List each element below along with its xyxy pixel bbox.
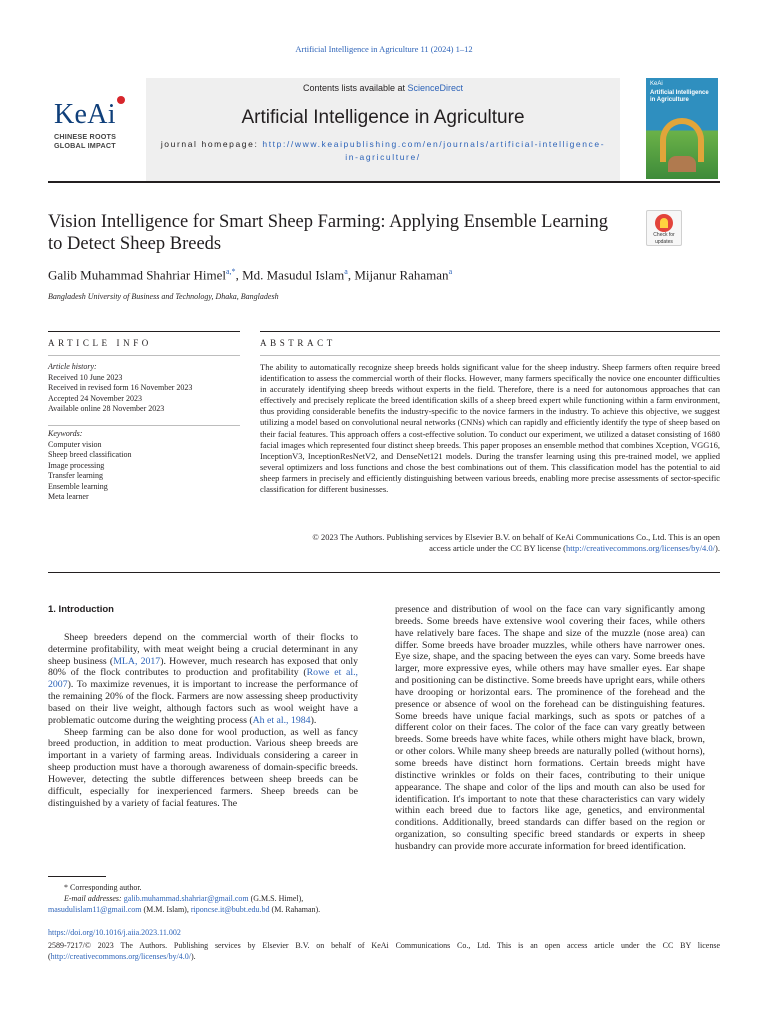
email-link[interactable]: riponcse.it@bubt.edu.bd <box>190 905 270 914</box>
license-footer <box>48 940 720 962</box>
body-paragraph: presence and distribution of wool on the face can vary significantly among breeds. Some breeds have extensive wool covering their faces, while others have relatively bare faces. The shape and size of the muzzle (nose area) can differ. Some breeds have broader muzzles, while others have narrower ones. Eye size, shape, and the spacing between the eyes can vary. Some breeds have larger, more expressive eyes, while others may have smaller eyes. Ear shape and positioning can be distinctive. Some breeds have upright ears, while others have drooping or horizontal ears. The prominence of the forehead and the presence or absence of wool on the forehead can be distinguishing features. Some breeds have unique facial markings, such as spots or patches of a different color on their faces. The color of the face can vary greatly between breeds. Some breeds have white faces, while others might have black, brown, or other colors. While many sheep breeds are naturally polled (without horns), some breeds have distinct horn formations. Certain breeds might have distinctive wrinkles or folds on their faces, contributing to their unique appearance. The shape and color of the lips and mouth can also be used for identification. It's important to note that these characteristics can vary widely within each breed due to factors like age, genetics, and environmental conditions. Additionally, breed standards can differ based on the region or organization, so consulting specific breed standards or experts in sheep husbandry can provide more accurate information for breed identification. <box>395 604 705 852</box>
divider <box>48 425 240 426</box>
body-column-right <box>395 604 705 853</box>
history-heading: Article history: <box>48 362 97 371</box>
homepage-label: journal homepage: <box>160 139 263 149</box>
footnote-divider <box>48 876 106 877</box>
body-paragraph <box>48 632 358 727</box>
paragraph-text: ). However, much research has exposed that only 80% of the flock contributes to production and profitability ( <box>48 655 359 679</box>
license-link[interactable]: http://creativecommons.org/licenses/by/4.0/ <box>50 952 191 961</box>
journal-homepage <box>156 138 610 164</box>
journal-masthead <box>48 78 720 183</box>
email-addresses <box>48 893 368 904</box>
corresponding-author-note <box>48 882 368 893</box>
contents-line <box>146 83 620 93</box>
body-paragraph: Sheep farming can be also done for wool production, as well as fancy breed production, in addition to meat production. Various sheep breeds are important in a variety of farming areas. Individuals considering a career in sheep production must have a thorough awareness of domain-specific breeds. However, detecting the subtle differences between sheep breeds can be difficult, especially for inexperienced farmers. Sheep breeds can be distinguished by a variety of facial features. The <box>48 726 358 809</box>
footnotes <box>48 882 368 915</box>
keywords-heading: Keywords: <box>48 429 83 438</box>
author-affil-link[interactable]: a <box>448 267 453 276</box>
article-title: Vision Intelligence for Smart Sheep Farming: Applying Ensemble Learning to Detect Sheep Breeds <box>48 212 608 254</box>
abstract-copyright <box>260 532 720 554</box>
author-name: Mijanur Rahaman <box>354 267 449 283</box>
journal-cover-image[interactable] <box>646 78 718 179</box>
cc-license-link[interactable]: http://creativecommons.org/licenses/by/4.0/ <box>565 543 716 554</box>
abstract-heading: ABSTRACT <box>260 338 336 348</box>
author-affil-link[interactable]: a <box>344 267 348 276</box>
check-updates-label-2: updates <box>655 238 673 245</box>
abstract-text: The ability to automatically recognize sheep breeds holds significant value for the sheep industry. Sheep farmers often require breed identification to assess the commercial worth of their flocks. However, many farmers specifically the novice one encounter difficulties in accurately identifying sheep breeds without experts in the field. Therefore, there is a need for autonomous approaches that can effectively and precisely replicate the breed identification skills of a sheep breed expert while functioning within a farm environment, thus providing considerable benefits the industry-specific to the novice farmers in the industry. To achieve this objective, we suggest utilizing a model based on convolutional neural networks (CNNs) which can rapidly and efficiently identify the type of sheep based on their facial features. This approach offers a cost-effective solution. To conduct our experiment, we utilized a dataset consisting of 1680 facial images which represented four distinct sheep breeds. This paper proposes an ensemble method that combines Xception, VGG16, InceptionV3, InceptionResNetV2, and DenseNet121 models. During the transfer learning using this pre-trained model, we applied several optimizers and loss functions and chose the best combinations out of them. This classification model has the potential to aid sheep farmers in precisely and efficiently distinguishing between various breeds, enabling more precise assessments of sector-specific classification for different businesses. <box>260 362 720 495</box>
license-text: 2589-7217/© 2023 The Authors. Publishing services by Elsevier B.V. on behalf of KeAi Communications Co., Ltd. This is an open access article under the CC BY license ( <box>48 941 720 961</box>
email-owner: (M. Rahaman). <box>269 905 321 914</box>
keyword-item: Image processing <box>48 460 105 470</box>
history-item: Received in revised form 16 November 2023 <box>48 383 193 392</box>
journal-title: Artificial Intelligence in Agriculture <box>241 107 525 128</box>
article-info-heading: ARTICLE INFO <box>48 338 152 348</box>
asterisk-icon: * <box>64 883 70 892</box>
license-suffix: ). <box>190 952 196 961</box>
author-separator: , <box>347 267 355 283</box>
author-list <box>48 267 452 283</box>
article-history <box>48 362 240 415</box>
history-item: Received 10 June 2023 <box>48 372 123 382</box>
divider <box>48 355 240 356</box>
paragraph-text: ). <box>310 714 317 726</box>
corresponding-label: Corresponding author. <box>70 883 142 892</box>
homepage-link[interactable]: http://www.keaipublishing.com/en/journals/artificial-intelligence-in-agriculture/ <box>262 139 606 162</box>
keyword-item: Ensemble learning <box>48 481 108 491</box>
email-addresses-cont <box>48 904 368 915</box>
contents-prefix: Contents lists available at <box>302 83 408 93</box>
email-label: E-mail addresses: <box>64 894 124 903</box>
keywords <box>48 429 240 503</box>
body-column-left <box>48 604 358 810</box>
paragraph-text: Sheep breeders depend on the commercial worth of their flocks to determine profitability, with meat weight being a crucial determinant in any sheep business ( <box>48 631 358 667</box>
divider <box>260 331 720 332</box>
affiliation: Bangladesh University of Business and Technology, Dhaka, Bangladesh <box>48 292 279 301</box>
copyright-line-1: © 2023 The Authors. Publishing services by Elsevier B.V. on behalf of KeAi Communications Co., Ltd. This is an open <box>312 532 720 542</box>
cover-hand-graphic <box>668 156 696 172</box>
email-owner: (M.M. Islam), <box>141 905 191 914</box>
check-for-updates-button[interactable] <box>646 210 682 246</box>
sciencedirect-link[interactable]: ScienceDirect <box>407 83 464 93</box>
section-heading: 1. Introduction <box>48 604 114 615</box>
author-name: Galib Muhammad Shahriar Himel <box>48 267 226 283</box>
cover-title: Artificial Intelligence in Agriculture <box>650 90 709 103</box>
divider <box>260 355 720 356</box>
doi-link[interactable]: https://doi.org/10.1016/j.aiia.2023.11.002 <box>48 928 181 937</box>
email-owner: (G.M.S. Himel), <box>248 894 304 903</box>
copyright-suffix: ). <box>715 543 720 554</box>
divider <box>48 331 240 332</box>
keai-logo <box>54 100 144 150</box>
keai-logo-dot <box>117 96 125 104</box>
cover-publisher: KeAi <box>650 81 663 87</box>
email-link[interactable]: galib.muhammad.shahriar@gmail.com <box>123 894 249 903</box>
keyword-item: Sheep breed classification <box>48 450 132 459</box>
check-updates-label-1: Check for <box>653 232 675 238</box>
history-item: Accepted 24 November 2023 <box>48 393 142 403</box>
divider <box>48 572 720 573</box>
keai-tagline-1: CHINESE ROOTS <box>54 132 117 141</box>
keyword-item: Transfer learning <box>48 471 104 480</box>
author-separator: , <box>235 267 243 283</box>
paragraph-text: ). To maximize revenues, it is important to increase the performance of the remaining 20% of the flock. Farmers are now assessing sheep productivity based on their live weight, although factors such as wool weight have a problematic outcome during the weighting process ( <box>48 679 358 726</box>
copyright-line-2 <box>260 543 720 554</box>
citation-link[interactable]: MLA, 2017 <box>113 655 161 667</box>
history-item: Available online 28 November 2023 <box>48 404 165 413</box>
keyword-item: Meta learner <box>48 492 89 501</box>
author-affil-link[interactable]: a,* <box>226 267 236 276</box>
keai-tagline-2: GLOBAL IMPACT <box>54 141 116 150</box>
running-head[interactable]: Artificial Intelligence in Agriculture 11 (2024) 1–12 <box>295 44 473 54</box>
keai-logo-text: KeAi <box>54 99 116 130</box>
copyright-prefix: access article under the CC BY license ( <box>429 543 566 554</box>
bookmark-icon <box>655 214 673 232</box>
author-name: Md. Masudul Islam <box>242 267 345 283</box>
keyword-item: Computer vision <box>48 439 102 449</box>
email-link[interactable]: masudulislam11@gmail.com <box>48 905 142 914</box>
citation-link[interactable]: Ah et al., 1984 <box>252 714 311 726</box>
journal-box <box>146 78 620 181</box>
citation-link[interactable]: Rowe et al., 2007 <box>48 667 359 691</box>
